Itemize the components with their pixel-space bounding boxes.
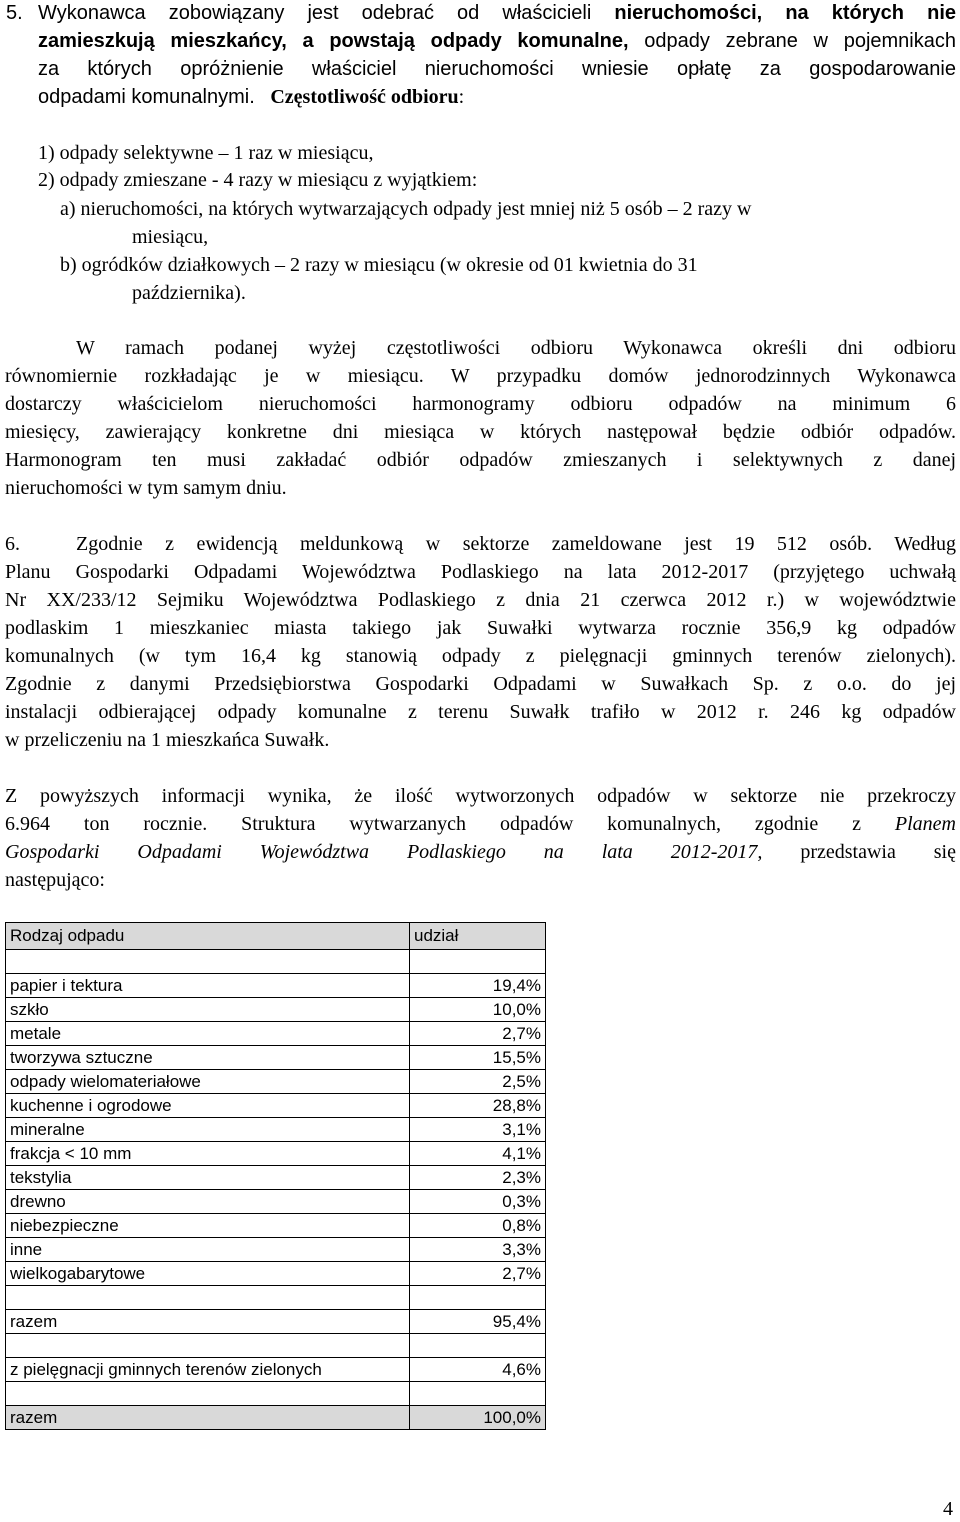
section5-intro-line-2 [0, 27, 960, 55]
section6-line-7: instalacji odbierającej odpady komunalne z terenu Suwałk trafiło w 2012 r. 246 kg odpadów [5, 701, 956, 723]
section6-number: 6. [5, 533, 20, 555]
table-header-row [6, 923, 546, 950]
table-green-waste-row: z pielęgnacji gminnych terenów zielonych 4,6% [6, 1358, 546, 1382]
frequency-item-2b-cont: października). [132, 282, 246, 304]
table-row: odpady wielomateriałowe 2,5% [6, 1070, 546, 1094]
header-waste-type: Rodzaj odpadu [6, 923, 410, 950]
section6-line-6: Zgodnie z danymi Przedsiębiorstwa Gospodarki Odpadami w Suwałkach Sp. z o.o. do jej [5, 673, 956, 695]
section5-intro-text-a: Wykonawca zobowiązany jest odebrać od właścicieli [38, 2, 615, 24]
section5-intro-line-4: odpadami komunalnymi. Częstotliwość odbioru: [38, 86, 465, 108]
schedule-paragraph-line-5: Harmonogram ten musi zakładać odbiór odpadów zmieszanych i selektywnych z danej [5, 449, 956, 471]
section5-intro-line-1 [0, 0, 960, 27]
table-row: niebezpieczne 0,8% [6, 1214, 546, 1238]
frequency-item-2b: b) ogródków działkowych – 2 razy w miesiącu (w okresie od 01 kwietnia do 31 [60, 254, 698, 276]
frequency-title: Częstotliwość odbioru [270, 86, 459, 108]
section5-intro-bold-b: zamieszkują mieszkańcy, a powstają odpady komunalne, [38, 30, 629, 52]
waste-structure-table [5, 922, 546, 1430]
section5-number: 5. [6, 2, 23, 24]
section6-line-5: komunalnych (w tym 16,4 kg stanowią odpady z pielęgnacji gminnych terenów zielonych). [5, 645, 956, 667]
frequency-item-2a-cont: miesiącu, [132, 226, 209, 248]
table-row: mineralne 3,1% [6, 1118, 546, 1142]
section6-line-3: Nr XX/233/12 Sejmiku Województwa Podlaskiego z dnia 21 czerwca 2012 r.) w województwie [5, 589, 956, 611]
table-row: frakcja < 10 mm 4,1% [6, 1142, 546, 1166]
section5-intro-bold-a: nieruchomości, na których nie [614, 2, 956, 24]
page-number: 4 [943, 1498, 953, 1520]
section5-intro-text-b: odpady zebrane w pojemnikach [628, 30, 956, 52]
table-row: tekstylia 2,3% [6, 1166, 546, 1190]
schedule-paragraph-line-1: W ramach podanej wyżej częstotliwości odbioru Wykonawca określi dni odbioru [76, 337, 956, 359]
table-spacer-row [6, 1382, 546, 1406]
table-row: inne 3,3% [6, 1238, 546, 1262]
schedule-paragraph-line-2: równomiernie rozkładając je w miesiącu. W przypadku domów jednorodzinnych Wykonawca [5, 365, 956, 387]
table-row: metale 2,7% [6, 1022, 546, 1046]
table-row: szkło 10,0% [6, 998, 546, 1022]
schedule-paragraph-line-3: dostarczy właścicielom nieruchomości harmonogramy odbioru odpadów na minimum 6 [5, 393, 956, 415]
conclusion-line-1: Z powyższych informacji wynika, że ilość wytworzonych odpadów w sektorze nie przekroczy [5, 785, 956, 807]
table-row: kuchenne i ogrodowe 28,8% [6, 1094, 546, 1118]
section6-line-8: w przeliczeniu na 1 mieszkańca Suwałk. [5, 729, 330, 751]
table-row: papier i tektura 19,4% [6, 974, 546, 998]
frequency-item-2a: a) nieruchomości, na których wytwarzających odpady jest mniej niż 5 osób – 2 razy w [60, 198, 752, 220]
table-spacer-row [6, 1334, 546, 1358]
table-subtotal-row: razem 95,4% [6, 1310, 546, 1334]
frequency-item-2: 2) odpady zmieszane - 4 razy w miesiącu z wyjątkiem: [38, 169, 478, 191]
conclusion-line-3: Gospodarki Odpadami Województwa Podlaskiego na lata 2012-2017, przedstawia się [5, 841, 956, 863]
table-row: drewno 0,3% [6, 1190, 546, 1214]
table-total-row: razem 100,0% [6, 1406, 546, 1430]
section6-line-1: 6. Zgodnie z ewidencją meldunkową w sektorze zameldowane jest 19 512 osób. Według [0, 530, 960, 558]
section6-line-4: podlaskim 1 mieszkaniec miasta takiego jak Suwałki wytwarza rocznie 356,9 kg odpadów [5, 617, 956, 639]
section5-intro-line-3: za których opróżnienie właściciel nieruchomości wniesie opłatę za gospodarowanie [38, 58, 956, 80]
table-row: wielkogabarytowe 2,7% [6, 1262, 546, 1286]
section6-line-2: Planu Gospodarki Odpadami Województwa Podlaskiego na lata 2012-2017 (przyjętego uchwałą [5, 561, 956, 583]
conclusion-line-4: następująco: [5, 869, 105, 891]
table-spacer-row [6, 1286, 546, 1310]
conclusion-line-2: 6.964 ton rocznie. Struktura wytwarzanych odpadów komunalnych, zgodnie z Planem [5, 813, 956, 835]
frequency-item-1: 1) odpady selektywne – 1 raz w miesiącu, [38, 142, 374, 164]
schedule-paragraph-line-4: miesięcy, zawierający konkretne dni miesiąca w których następował będzie odbiór odpadów. [5, 421, 956, 443]
plan-title-italic: Planem [894, 813, 956, 835]
table-row: tworzywa sztuczne 15,5% [6, 1046, 546, 1070]
schedule-paragraph-line-6: nieruchomości w tym samym dniu. [5, 477, 287, 499]
table-spacer-row [6, 950, 546, 974]
header-share: udział [410, 923, 546, 950]
